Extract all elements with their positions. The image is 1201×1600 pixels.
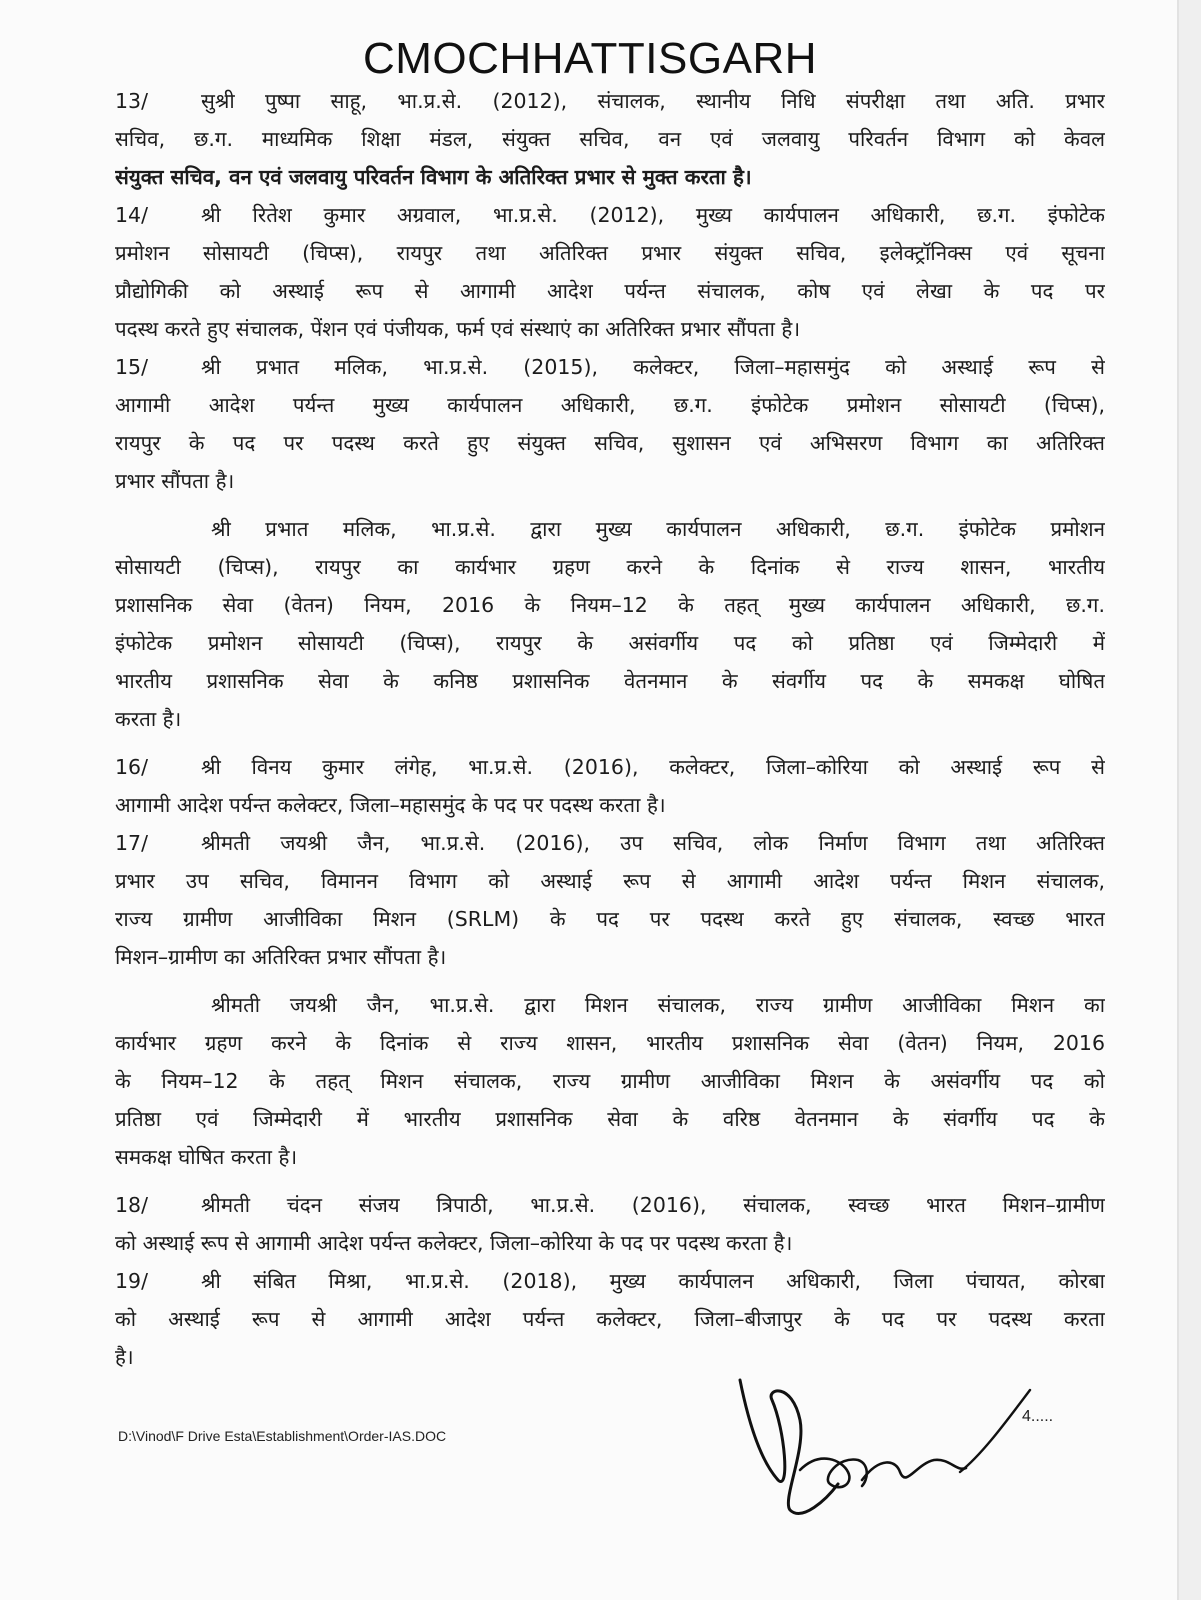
order-line: के नियम–12 के तहत् मिशन संचालक, राज्य ग्रामीण आजीविका मिशन के असंवर्गीय पद को (115, 1069, 1105, 1093)
order-line: प्रमोशन सोसायटी (चिप्स), रायपुर तथा अतिरिक्त प्रभार संयुक्त सचिव, इलेक्ट्रॉनिक्स एवं सूचना (115, 241, 1105, 265)
order-line: 13/ सुश्री पुष्पा साहू, भा.प्र.से. (2012), संचालक, स्थानीय निधि संपरीक्षा तथा अति. प्रभार (115, 82, 1105, 120)
order-number: 15/ (115, 355, 148, 379)
order-number: 18/ (115, 1193, 148, 1217)
order-line: को अस्थाई रूप से आगामी आदेश पर्यन्त कलेक्टर, जिला–कोरिया के पद पर पदस्थ करता है। (115, 1231, 793, 1255)
order-line: प्रशासनिक सेवा (वेतन) नियम, 2016 के नियम–12 के तहत् मुख्य कार्यपालन अधिकारी, छ.ग. (115, 593, 1105, 617)
page-continuation: 4..... (1022, 1408, 1054, 1425)
order-number: 14/ (115, 203, 148, 227)
order-line: प्रभार सौंपता है। (115, 469, 235, 493)
order-body (115, 82, 1105, 1376)
order-line: है। (115, 1345, 134, 1369)
order-line: करता है। (115, 707, 182, 731)
order-line: 17/ श्रीमती जयश्री जैन, भा.प्र.से. (2016), उप सचिव, लोक निर्माण विभाग तथा अतिरिक्त (115, 824, 1105, 862)
order-line: प्रतिष्ठा एवं जिम्मेदारी में भारतीय प्रशासनिक सेवा के वरिष्ठ वेतनमान के संवर्गीय पद के (115, 1107, 1105, 1131)
order-line: श्रीमती जयश्री जैन, भा.प्र.से. द्वारा मिशन संचालक, राज्य ग्रामीण आजीविका मिशन का (211, 993, 1105, 1017)
order-line: 14/ श्री रितेश कुमार अग्रवाल, भा.प्र.से. (2012), मुख्य कार्यपालन अधिकारी, छ.ग. इंफोटेक (115, 196, 1105, 234)
order-number: 16/ (115, 755, 148, 779)
order-line: प्रभार उप सचिव, विमानन विभाग को अस्थाई रूप से आगामी आदेश पर्यन्त मिशन संचालक, (115, 869, 1105, 893)
order-line: 15/ श्री प्रभात मलिक, भा.प्र.से. (2015), कलेक्टर, जिला–महासमुंद को अस्थाई रूप से (115, 348, 1105, 386)
order-line: इंफोटेक प्रमोशन सोसायटी (चिप्स), रायपुर के असंवर्गीय पद को प्रतिष्ठा एवं जिम्मेदारी में (115, 631, 1105, 655)
signature-image (730, 1360, 1050, 1530)
order-line: आगामी आदेश पर्यन्त मुख्य कार्यपालन अधिकारी, छ.ग. इंफोटेक प्रमोशन सोसायटी (चिप्स), (115, 393, 1105, 417)
page-edge (1177, 0, 1201, 1600)
order-number: 19/ (115, 1269, 148, 1293)
order-line: आगामी आदेश पर्यन्त कलेक्टर, जिला–महासमुंद के पद पर पदस्थ करता है। (115, 793, 666, 817)
file-path: D:\Vinod\F Drive Esta\Establishment\Order-IAS.DOC (118, 1428, 447, 1444)
order-number: 17/ (115, 831, 148, 855)
watermark-header: CMOCHHATTISGARH (362, 34, 817, 83)
order-line: मिशन–ग्रामीण का अतिरिक्त प्रभार सौंपता है। (115, 945, 447, 969)
order-line: सचिव, छ.ग. माध्यमिक शिक्षा मंडल, संयुक्त सचिव, वन एवं जलवायु परिवर्तन विभाग को केवल (115, 127, 1105, 151)
order-line: रायपुर के पद पर पदस्थ करते हुए संयुक्त सचिव, सुशासन एवं अभिसरण विभाग का अतिरिक्त (115, 431, 1105, 455)
order-line: भारतीय प्रशासनिक सेवा के कनिष्ठ प्रशासनिक वेतनमान के संवर्गीय पद के समकक्ष घोषित (115, 669, 1105, 693)
order-line: 18/ श्रीमती चंदन संजय त्रिपाठी, भा.प्र.से. (2016), संचालक, स्वच्छ भारत मिशन–ग्रामीण (115, 1186, 1105, 1224)
order-line: संयुक्त सचिव, वन एवं जलवायु परिवर्तन विभाग के अतिरिक्त प्रभार से मुक्त करता है। (115, 165, 752, 189)
order-line: राज्य ग्रामीण आजीविका मिशन (SRLM) के पद पर पदस्थ करते हुए संचालक, स्वच्छ भारत (115, 907, 1105, 931)
order-line: पदस्थ करते हुए संचालक, पेंशन एवं पंजीयक, फर्म एवं संस्थाएं का अतिरिक्त प्रभार सौंपता है। (115, 317, 801, 341)
order-line: 16/ श्री विनय कुमार लंगेह, भा.प्र.से. (2016), कलेक्टर, जिला–कोरिया को अस्थाई रूप से (115, 748, 1105, 786)
order-line: सोसायटी (चिप्स), रायपुर का कार्यभार ग्रहण करने के दिनांक से राज्य शासन, भारतीय (115, 555, 1105, 579)
order-line: प्रौद्योगिकी को अस्थाई रूप से आगामी आदेश पर्यन्त संचालक, कोष एवं लेखा के पद पर (115, 279, 1105, 303)
order-line: को अस्थाई रूप से आगामी आदेश पर्यन्त कलेक्टर, जिला–बीजापुर के पद पर पदस्थ करता (115, 1307, 1105, 1331)
order-line: 19/ श्री संबित मिश्रा, भा.प्र.से. (2018), मुख्य कार्यपालन अधिकारी, जिला पंचायत, कोरबा (115, 1262, 1105, 1300)
order-number: 13/ (115, 89, 148, 113)
order-line: श्री प्रभात मलिक, भा.प्र.से. द्वारा मुख्य कार्यपालन अधिकारी, छ.ग. इंफोटेक प्रमोशन (211, 517, 1105, 541)
order-line: समकक्ष घोषित करता है। (115, 1145, 298, 1169)
order-line: कार्यभार ग्रहण करने के दिनांक से राज्य शासन, भारतीय प्रशासनिक सेवा (वेतन) नियम, 2016 (115, 1031, 1105, 1055)
